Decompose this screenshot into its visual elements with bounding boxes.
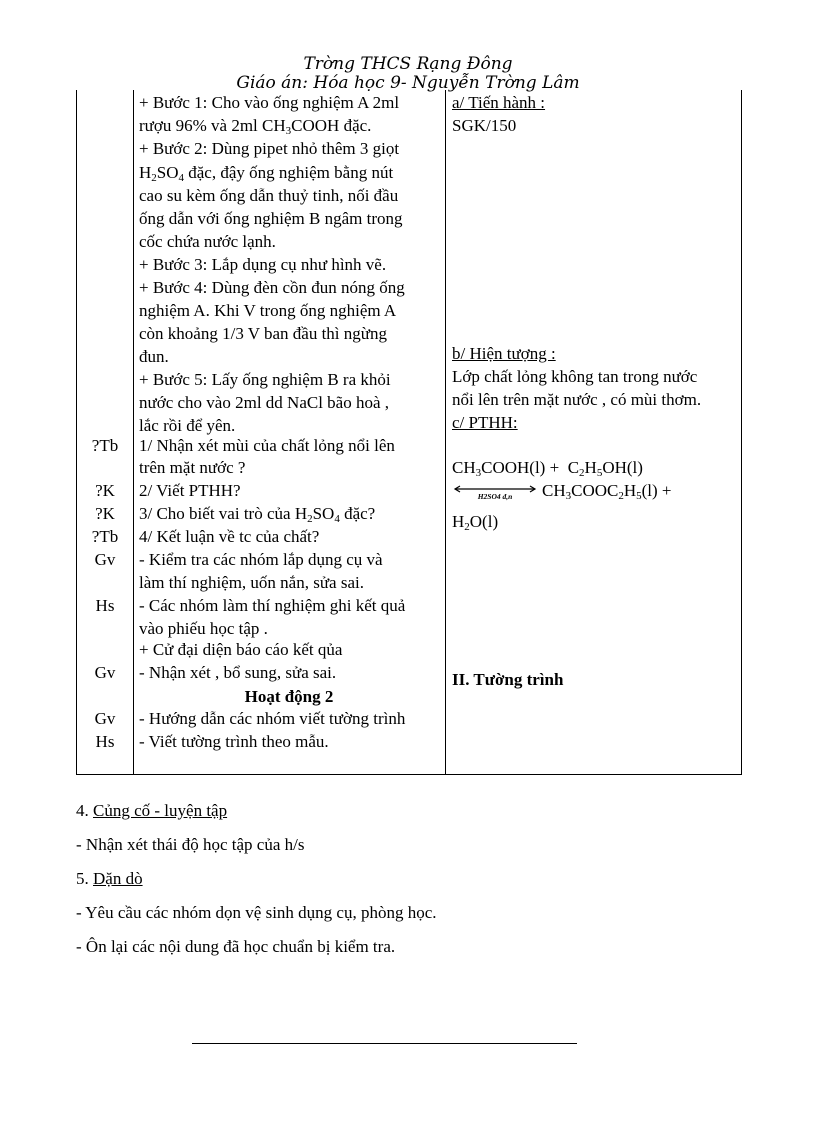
hs-activity: vào phiếu học tập .	[139, 619, 268, 638]
step5-line: nước cho vào 2ml dd NaCl bão hoà ,	[139, 393, 390, 412]
role-k: ?K	[95, 504, 115, 523]
role-gv: Gv	[94, 663, 116, 682]
step2-line: + Bước 2: Dùng pipet nhỏ thêm 3 giọt	[139, 139, 400, 158]
question-4: 4/ Kết luận về tc của chất?	[139, 527, 320, 546]
observation-line: Lớp chất lỏng không tan trong nước	[452, 367, 698, 386]
section-4-line: - Nhận xét thái độ học tập của h/s	[76, 835, 305, 854]
role-tb: ?Tb	[91, 436, 119, 455]
role-k: ?K	[95, 481, 115, 500]
activity-2-heading: Hoạt động 2	[244, 687, 334, 706]
question-3: 3/ Cho biết vai trò của $H_2SO_4$ đặc?	[139, 504, 376, 525]
role-gv: Gv	[94, 550, 116, 569]
step4-line: nghiệm A. Khi V trong ống nghiệm A	[139, 301, 397, 320]
end-divider	[192, 1043, 577, 1044]
report-line: + Cử đại diện báo cáo kết qủa	[139, 640, 343, 659]
section-b-title: b/ Hiện tượng :	[452, 344, 556, 363]
question-1: 1/ Nhận xét mùi của chất lỏng nổi lên	[139, 436, 395, 455]
section-5-line: - Ôn lại các nội dung đã học chuẩn bị kiểm tra.	[76, 937, 396, 956]
step2-line: $H_2SO_4$ đặc, đậy ống nghiệm bằng nút	[139, 163, 394, 184]
section-5-line: - Yêu cầu các nhóm dọn vệ sinh dụng cụ, phòng học.	[76, 903, 437, 922]
table-divider-1	[133, 90, 134, 774]
step2-line: ống dẫn với ống nghiệm B ngâm trong	[139, 209, 403, 228]
section-a-ref: SGK/150	[452, 116, 517, 135]
role-hs: Hs	[95, 596, 115, 615]
step3-line: + Bước 3: Lắp dụng cụ như hình vẽ.	[139, 255, 387, 274]
gv-instruction: làm thí nghiệm, uốn nắn, sửa sai.	[139, 573, 364, 592]
question-2: 2/ Viết PTHH?	[139, 481, 241, 500]
step1-line: rượu 96% và 2ml $CH_3COOH$ đặc.	[139, 116, 372, 137]
gv-guide: - Hướng dẫn các nhóm viết tường trình	[139, 709, 406, 728]
equation-water: $H_2O(l)$	[452, 512, 499, 533]
step4-line: + Bước 4: Dùng đèn cồn đun nóng ống	[139, 278, 405, 297]
table-divider-2	[445, 90, 446, 774]
equilibrium-arrow-icon	[452, 485, 538, 501]
role-tb: ?Tb	[91, 527, 119, 546]
header-lesson: Giáo án: Hóa học 9- Nguyễn Trờng Lâm	[236, 73, 580, 93]
observation-line: nổi lên trên mặt nước , có mùi thơm.	[452, 390, 702, 409]
step5-line: + Bước 5: Lấy ống nghiệm B ra khỏi	[139, 370, 391, 389]
lesson-table	[76, 90, 742, 775]
section-c-title: c/ PTHH:	[452, 413, 518, 432]
step4-line: đun.	[139, 347, 169, 366]
step5-line: lắc rồi để yên.	[139, 416, 236, 435]
equation-products: $CH_3COOC_2H_5(l)$ +	[542, 481, 672, 502]
step2-line: cốc chứa nước lạnh.	[139, 232, 276, 251]
step1-line: + Bước 1: Cho vào ống nghiệm A 2ml	[139, 93, 400, 112]
section-a-title: a/ Tiến hành :	[452, 93, 546, 112]
gv-review: - Nhận xét , bổ sung, sửa sai.	[139, 663, 337, 682]
section-5-heading: 5. Dặn dò	[76, 869, 143, 888]
gv-instruction: - Kiểm tra các nhóm lắp dụng cụ và	[139, 550, 383, 569]
header-school: Trờng THCS Rạng Đông	[303, 54, 513, 74]
equation-reactants: $CH_3COOH(l) + C_2H_5OH(l)$	[452, 458, 643, 479]
reaction-condition: H2SO4 đ,n	[477, 492, 513, 501]
role-gv: Gv	[94, 709, 116, 728]
step4-line: còn khoảng 1/3 V ban đầu thì ngừng	[139, 324, 387, 343]
step2-line: cao su kèm ống dẫn thuỷ tinh, nối đầu	[139, 186, 399, 205]
section-4-heading: 4. Củng cố - luyện tập	[76, 801, 228, 820]
hs-report: - Viết tường trình theo mẫu.	[139, 732, 329, 751]
section-2-title: II. Tường trình	[452, 670, 564, 689]
role-hs: Hs	[95, 732, 115, 751]
hs-activity: - Các nhóm làm thí nghiệm ghi kết quả	[139, 596, 406, 615]
question-1: trên mặt nước ?	[139, 458, 246, 477]
